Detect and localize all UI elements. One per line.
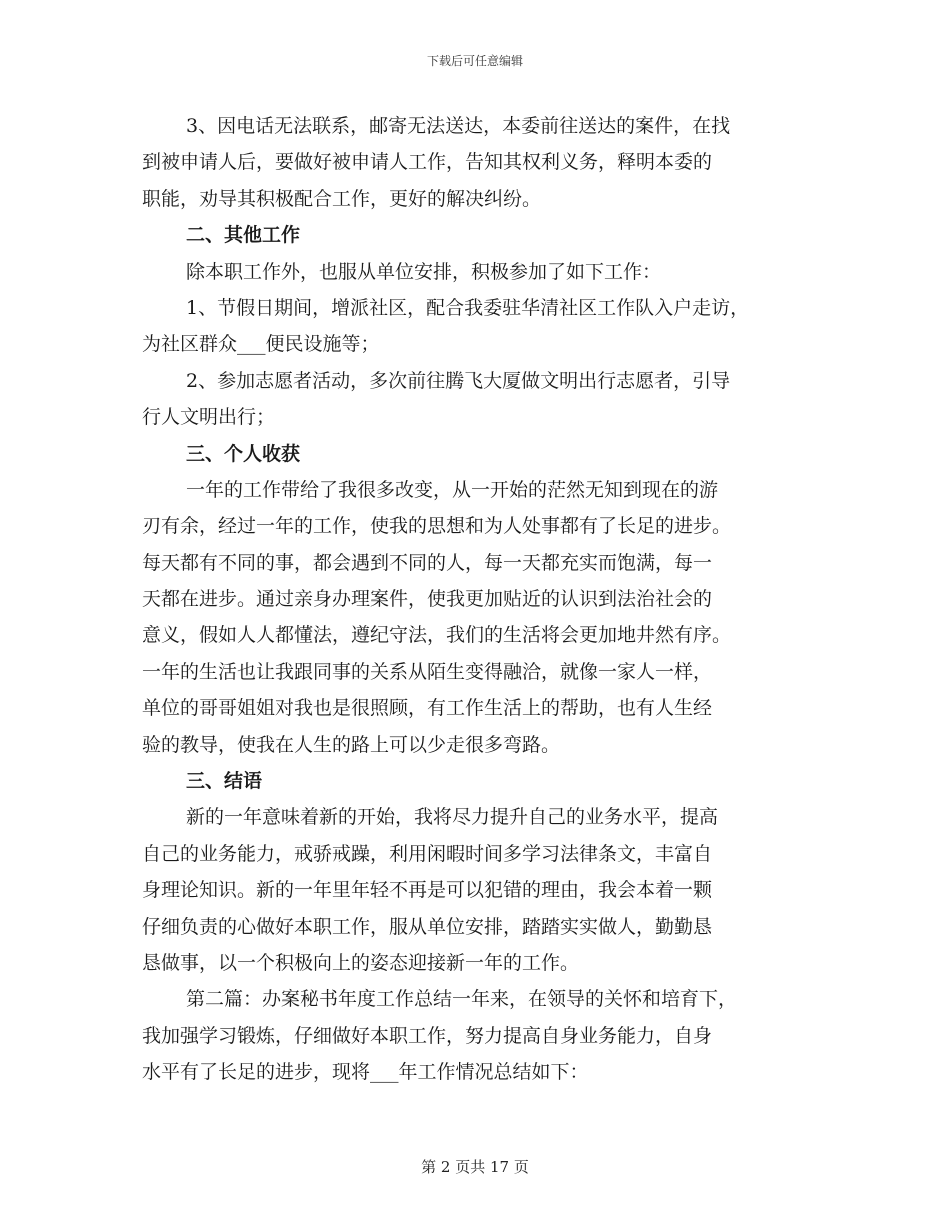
text-line: 每天都有不同的事，都会遇到不同的人，每一天都充实而饱满，每一 (142, 551, 713, 574)
text-line: 为社区群众___便民设施等； (142, 333, 380, 356)
text-line: 1、节假日期间，增派社区，配合我委驻华清社区工作队入户走访， (186, 296, 750, 319)
text-line: 2、参加志愿者活动，多次前往腾飞大厦做文明出行志愿者，引导 (186, 369, 731, 392)
page-header: 下载后可任意编辑 (426, 54, 523, 68)
text-line: 仔细负责的心做好本职工作，服从单位安排，踏踏实实做人，勤勤恳 (142, 915, 713, 938)
text-line: 水平有了长足的进步，现将___年工作情况总结如下： (142, 1061, 589, 1084)
text-line: 到被申请人后，要做好被申请人工作，告知其权利义务，释明本委的 (142, 151, 713, 174)
text-line: 我加强学习锻炼，仔细做好本职工作，努力提高自身业务能力，自身 (142, 1024, 713, 1047)
text-line: 第二篇：办案秘书年度工作总结一年来，在领导的关怀和培育下， (186, 988, 738, 1011)
text-line: 职能，劝导其积极配合工作，更好的解决纠纷。 (142, 187, 542, 210)
section-heading: 三、结语 (186, 770, 263, 793)
document-body (142, 108, 822, 1091)
text-line: 验的教导，使我在人生的路上可以少走很多弯路。 (142, 733, 561, 756)
text-line: 天都在进步。通过亲身办理案件，使我更加贴近的认识到法治社会的 (142, 588, 713, 611)
section-heading: 三、个人收获 (186, 442, 301, 465)
text-line: 行人文明出行； (142, 406, 276, 429)
text-line: 3、因电话无法联系，邮寄无法送达，本委前往送达的案件，在找 (186, 115, 731, 137)
text-line: 新的一年意味着新的开始，我将尽力提升自己的业务水平，提高 (186, 806, 719, 829)
page-number: 第 2 页共 17 页 (421, 1158, 529, 1176)
text-line: 身理论知识。新的一年里年轻不再是可以犯错的理由，我会本着一颗 (142, 879, 713, 902)
text-line: 单位的哥哥姐姐对我也是很照顾，有工作生活上的帮助，也有人生经 (142, 697, 713, 720)
text-line: 除本职工作外，也服从单位安排，积极参加了如下工作： (186, 260, 662, 283)
text-line: 意义，假如人人都懂法，遵纪守法，我们的生活将会更加地井然有序。 (142, 624, 732, 647)
text-line: 一年的工作带给了我很多改变，从一开始的茫然无知到现在的游 (186, 478, 719, 501)
text-line: 恳做事，以一个积极向上的姿态迎接新一年的工作。 (142, 951, 580, 974)
text-line: 自己的业务能力，戒骄戒躁，利用闲暇时间多学习法律条文，丰富自 (142, 842, 713, 865)
text-line: 一年的生活也让我跟同事的关系从陌生变得融洽，就像一家人一样， (142, 660, 713, 683)
section-heading: 二、其他工作 (186, 224, 301, 247)
text-line: 刃有余，经过一年的工作，使我的思想和为人处事都有了长足的进步。 (142, 515, 732, 538)
